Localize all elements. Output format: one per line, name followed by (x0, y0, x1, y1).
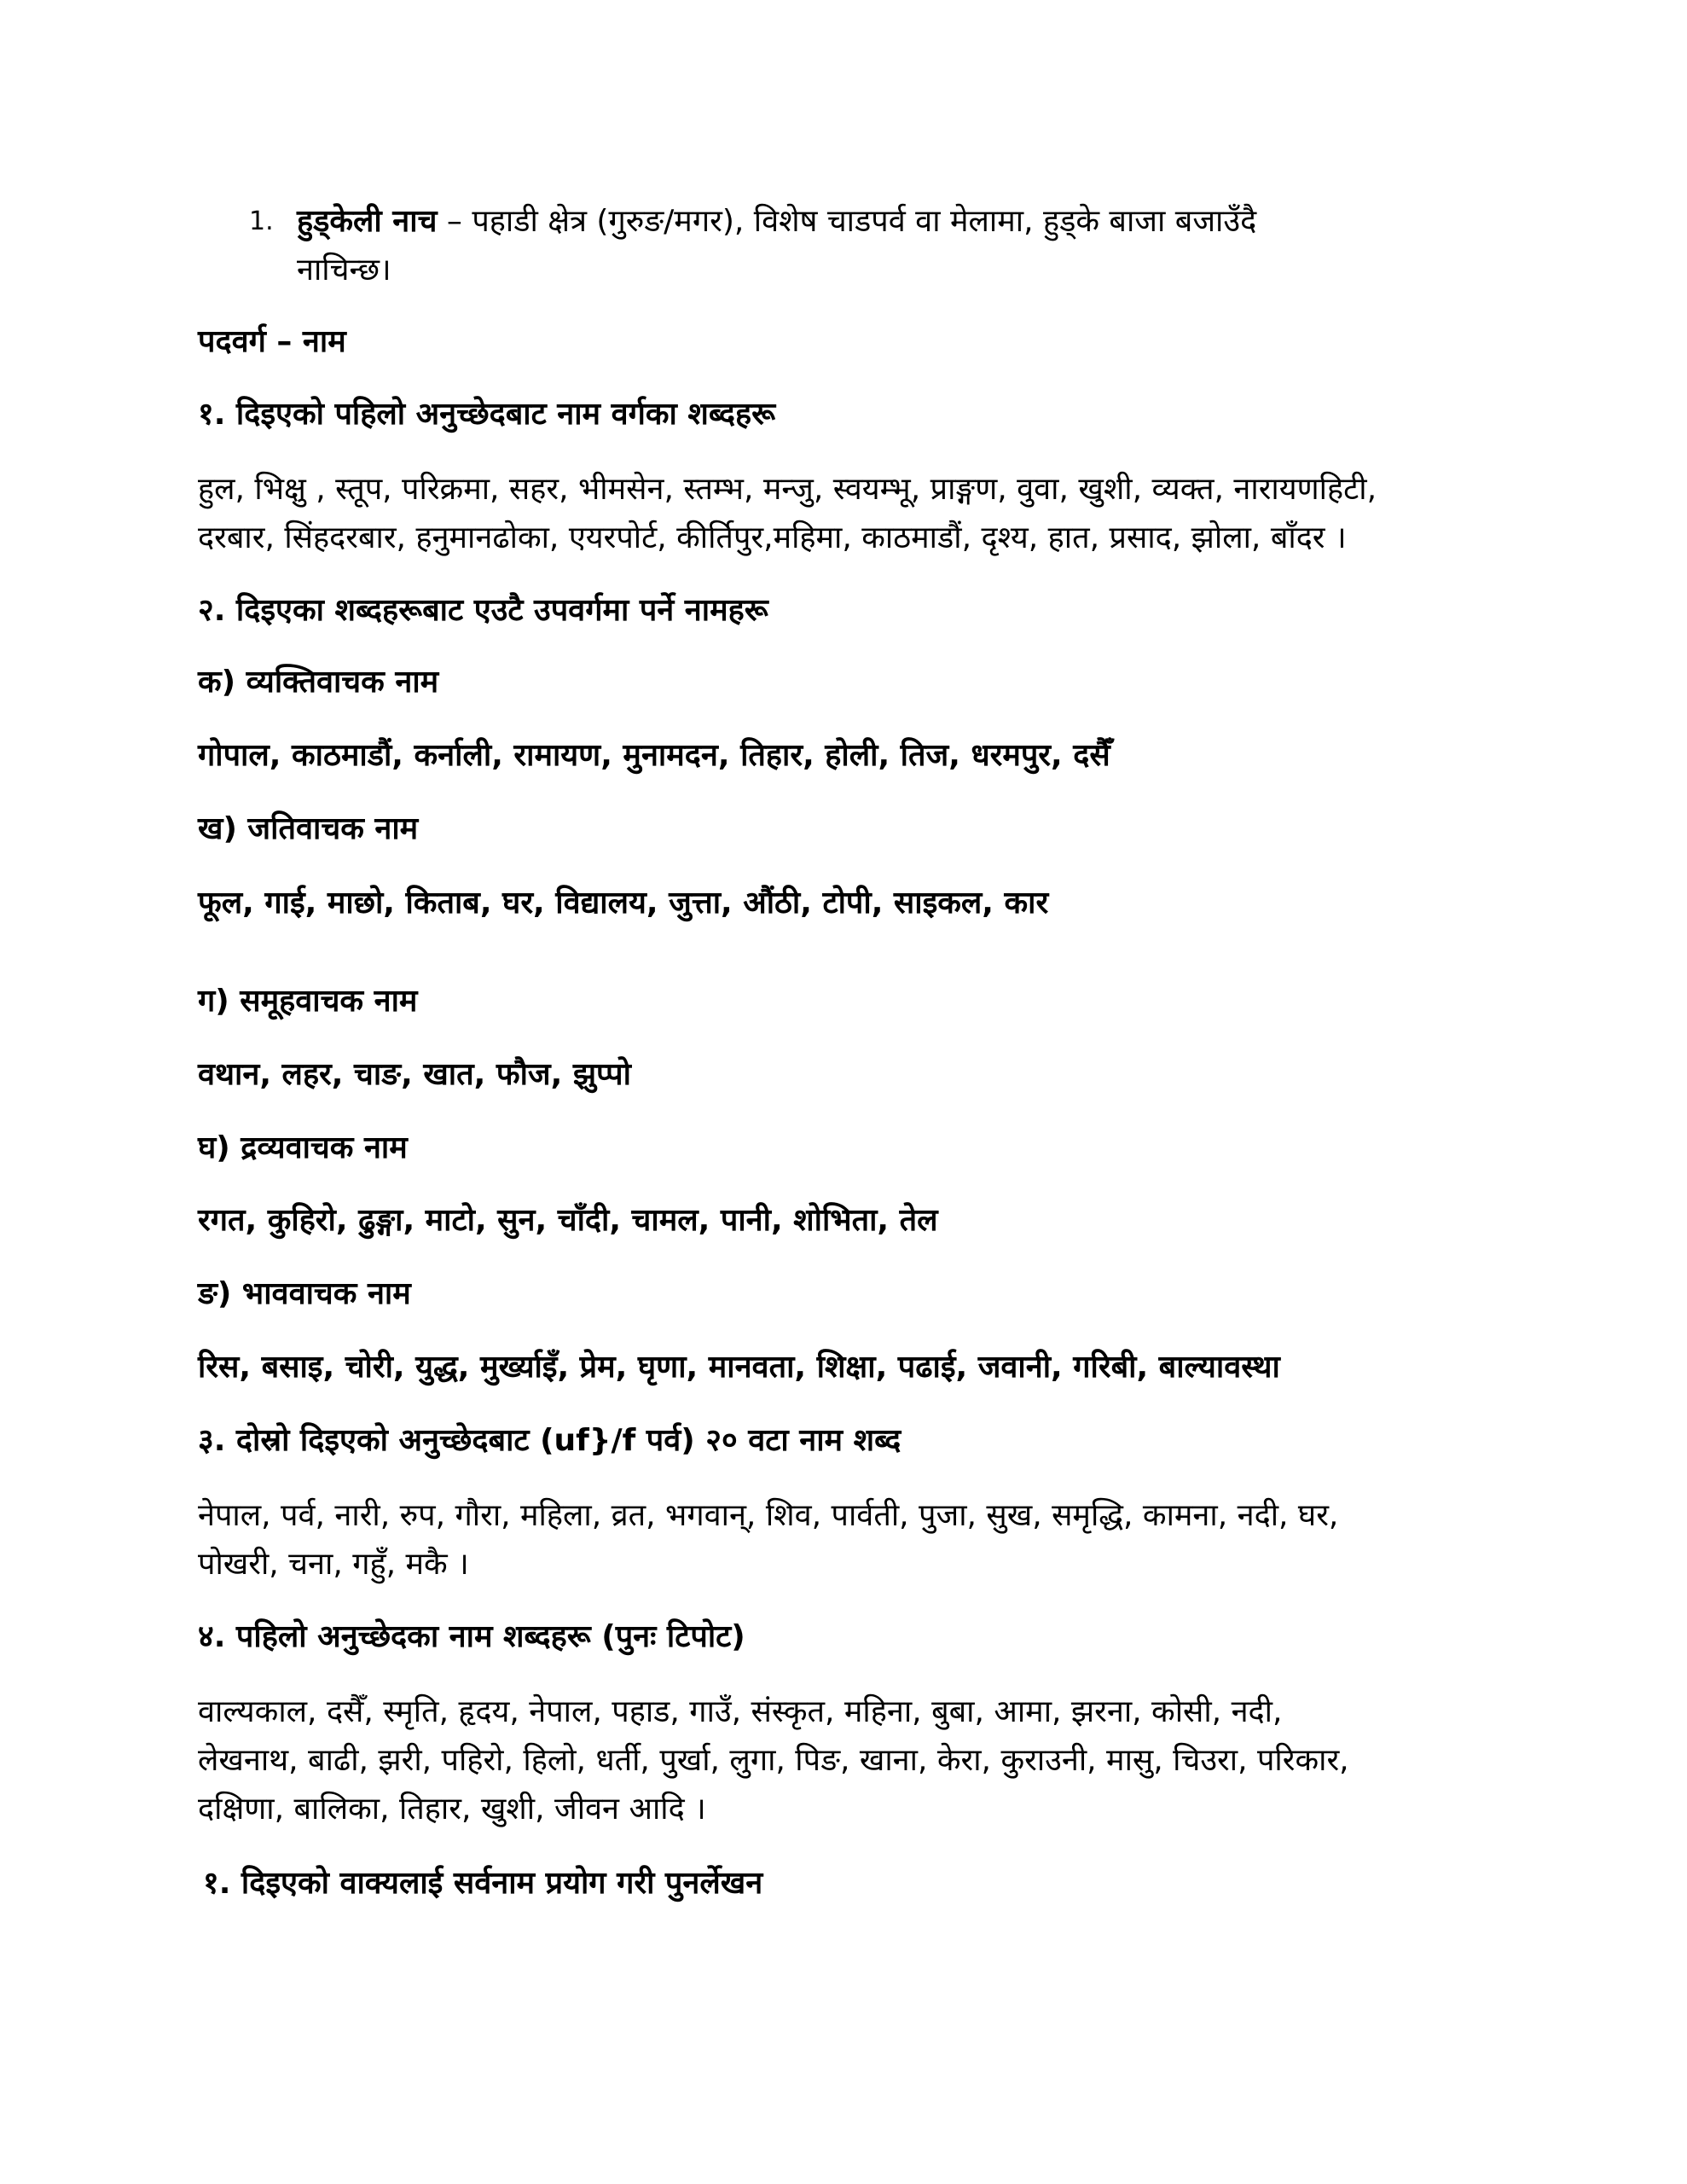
list-item-description: – पहाडी क्षेत्र (गुरुङ/मगर), विशेष चाडपर्व वा मेलामा, हुड्के बाजा बजाउँदै (437, 204, 1257, 239)
subsection-words-proper: गोपाल, काठमाडौं, कर्नाली, रामायण, मुनामदन, तिहार, होली, तिज, धरमपुर, दसैँ (198, 738, 1110, 773)
section-1-heading: १. दिइएको पहिलो अनुच्छेदबाट नाम वर्गका शब्दहरू (198, 397, 776, 432)
subsection-words-common: फूल, गाई, माछो, किताब, घर, विद्यालय, जुत्ता, औंठी, टोपी, साइकल, कार (198, 886, 1049, 921)
section-4-line-1: वाल्यकाल, दसैँ, स्मृति, हृदय, नेपाल, पहाड, गाउँ, संस्कृत, महिना, बुबा, आमा, झरना, कोसी, नदी, (198, 1694, 1283, 1729)
subsection-words-collective: वथान, लहर, चाङ, खात, फौज, झुप्पो (198, 1057, 631, 1092)
section-4-heading: ४. पहिलो अनुच्छेदका नाम शब्दहरू (पुनः टिपोट) (198, 1619, 745, 1654)
section-1-line-1: हुल, भिक्षु , स्तूप, परिक्रमा, सहर, भीमसेन, स्तम्भ, मन्जु, स्वयम्भू, प्राङ्गण, वुवा, खुशी, व्यक्त, नारायणहिटी, (198, 472, 1377, 507)
list-item-line-1 (297, 198, 1256, 246)
section-5-heading: १. दिइएको वाक्यलाई सर्वनाम प्रयोग गरी पुनर्लेखन (203, 1866, 763, 1901)
subsection-label-material: घ) द्रव्यवाचक नाम (198, 1130, 408, 1165)
subsection-label-common: ख) जतिवाचक नाम (198, 811, 419, 846)
page-title: पदवर्ग – नाम (198, 324, 346, 359)
section-3-heading: ३. दोस्रो दिइएको अनुच्छेदबाट (uf}/f पर्व) २० वटा नाम शब्द (198, 1423, 901, 1458)
subsection-words-material: रगत, कुहिरो, ढुङ्गा, माटो, सुन, चाँदी, चामल, पानी, शोभिता, तेल (198, 1203, 938, 1238)
subsection-label-proper: क) व्यक्तिवाचक नाम (198, 665, 439, 700)
section-3-line-2: पोखरी, चना, गहुँ, मकै । (198, 1547, 469, 1582)
list-item-term: हुड्केली नाच (297, 204, 438, 239)
list-item-line-2: नाचिन्छ। (297, 253, 391, 288)
subsection-words-abstract: रिस, बसाइ, चोरी, युद्ध, मुर्ख्याइँ, प्रेम, घृणा, मानवता, शिक्षा, पढाई, जवानी, गरिबी, बाल्यावस्था (198, 1350, 1280, 1385)
section-3-line-1: नेपाल, पर्व, नारी, रुप, गौरा, महिला, व्रत, भगवान्, शिव, पार्वती, पुजा, सुख, समृद्धि, कामना, नदी, घर, (198, 1498, 1339, 1533)
subsection-label-collective: ग) समूहवाचक नाम (198, 984, 418, 1019)
section-4-line-3: दक्षिणा, बालिका, तिहार, खुशी, जीवन आदि । (198, 1792, 706, 1827)
subsection-label-abstract: ङ) भाववाचक नाम (198, 1276, 411, 1311)
section-2-heading: २. दिइएका शब्दहरूबाट एउटै उपवर्गमा पर्ने नामहरू (198, 593, 768, 628)
section-4-line-2: लेखनाथ, बाढी, झरी, पहिरो, हिलो, धर्ती, पुर्खा, लुगा, पिङ, खाना, केरा, कुराउनी, मासु, चिउरा, परिकार, (198, 1743, 1349, 1778)
section-1-line-2: दरबार, सिंहदरबार, हनुमानढोका, एयरपोर्ट, कीर्तिपुर,महिमा, काठमाडौं, दृश्य, हात, प्रसाद, झोला, बाँदर । (198, 520, 1347, 555)
list-number: 1. (249, 206, 274, 236)
